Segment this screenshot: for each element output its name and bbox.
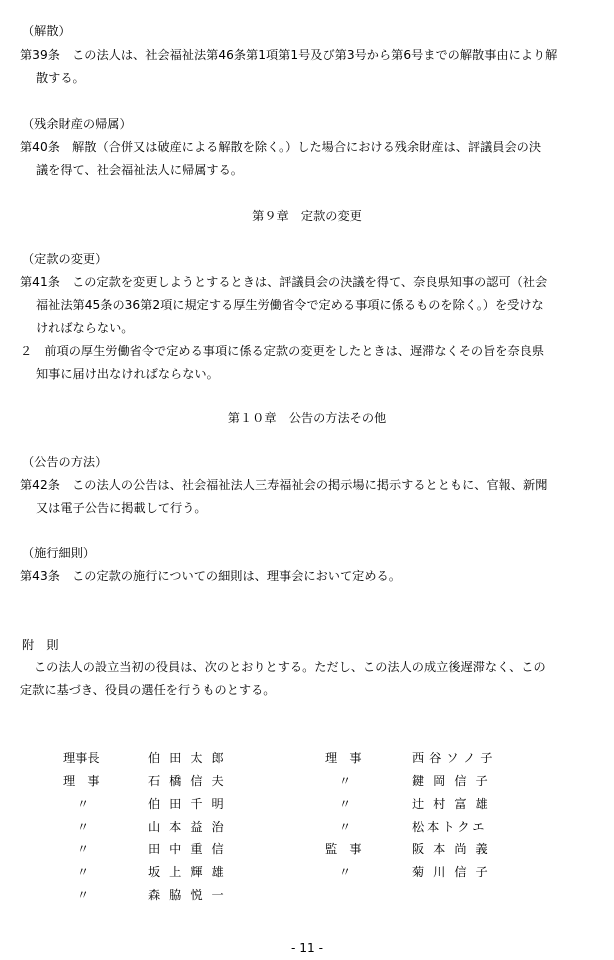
officer-name: 鍵岡信子	[412, 774, 497, 788]
officer-title: 理 事	[325, 751, 362, 765]
officer-title-ditto: 〃	[338, 774, 352, 788]
article-41-para-2-line-1: ２ 前項の厚生労働省令で定める事項に係る定款の変更をしたときは、遅滞なくその旨を奈良県	[20, 344, 545, 358]
officer-title-ditto: 〃	[76, 842, 90, 856]
officer-title: 理事長	[63, 751, 100, 765]
officer-name: 田中重信	[148, 842, 233, 856]
officer-name: 松本トクエ	[412, 820, 488, 834]
officer-title: 理 事	[63, 774, 100, 788]
article-42-line-2: 又は電子公告に掲載して行う。	[36, 501, 207, 515]
article-41-para-2-line-2: 知事に届け出なければならない。	[36, 367, 219, 381]
supplementary-line-2: 定款に基づき、役員の選任を行うものとする。	[20, 683, 276, 697]
article-40-heading: （残余財産の帰属）	[22, 117, 132, 131]
officer-name: 菊川信子	[412, 865, 497, 879]
article-39-heading: （解散）	[22, 24, 71, 38]
officer-title-ditto: 〃	[338, 865, 352, 879]
article-40-line-1: 第40条 解散（合併又は破産による解散を除く。）した場合における残余財産は、評議員会の決	[20, 140, 542, 154]
article-40-line-2: 議を得て、社会福祉法人に帰属する。	[36, 163, 243, 177]
officer-name: 石橋信夫	[148, 774, 233, 788]
article-39-line-1: 第39条 この法人は、社会福祉法第46条第1項第1号及び第3号から第6号までの解散事由により解	[20, 48, 558, 62]
article-41-line-2: 福祉法第45条の36第2項に規定する厚生労働省令で定める事項に係るものを除く。）を受けな	[36, 298, 544, 312]
officer-title-ditto: 〃	[338, 820, 352, 834]
officer-title-ditto: 〃	[338, 797, 352, 811]
article-43-heading: （施行細則）	[22, 546, 96, 560]
article-39-line-2: 散する。	[36, 71, 85, 85]
officer-name: 伯田千明	[148, 797, 233, 811]
officer-name: 辻村富雄	[412, 797, 497, 811]
article-41-line-1: 第41条 この定款を変更しようとするときは、評議員会の決議を得て、奈良県知事の認可（社会	[20, 275, 548, 289]
officer-name: 山本益治	[148, 820, 233, 834]
officer-name: 森脇悦一	[148, 888, 233, 902]
officer-name: 坂上輝雄	[148, 865, 233, 879]
officer-name: 阪本尚義	[412, 842, 497, 856]
officer-title: 監 事	[325, 842, 362, 856]
article-41-line-3: ければならない。	[36, 321, 134, 335]
chapter-9-title: 第９章 定款の変更	[252, 209, 362, 223]
article-42-heading: （公告の方法）	[22, 455, 108, 469]
officer-title-ditto: 〃	[76, 820, 90, 834]
article-43-line-1: 第43条 この定款の施行についての細則は、理事会において定める。	[20, 569, 401, 583]
article-42-line-1: 第42条 この法人の公告は、社会福祉法人三寿福祉会の掲示場に掲示するとともに、官報、新聞	[20, 478, 548, 492]
officer-title-ditto: 〃	[76, 797, 90, 811]
officer-title-ditto: 〃	[76, 865, 90, 879]
article-41-heading: （定款の変更）	[22, 252, 108, 266]
officer-title-ditto: 〃	[76, 888, 90, 902]
officer-name: 西谷ソノ子	[412, 751, 498, 765]
chapter-10-title: 第１０章 公告の方法その他	[227, 411, 387, 425]
page-number: - 11 -	[290, 941, 324, 955]
officer-name: 伯田太郎	[148, 751, 233, 765]
supplementary-heading: 附 則	[22, 638, 59, 652]
supplementary-line-1: この法人の設立当初の役員は、次のとおりとする。ただし、この法人の成立後遅滞なく、この	[34, 660, 546, 674]
